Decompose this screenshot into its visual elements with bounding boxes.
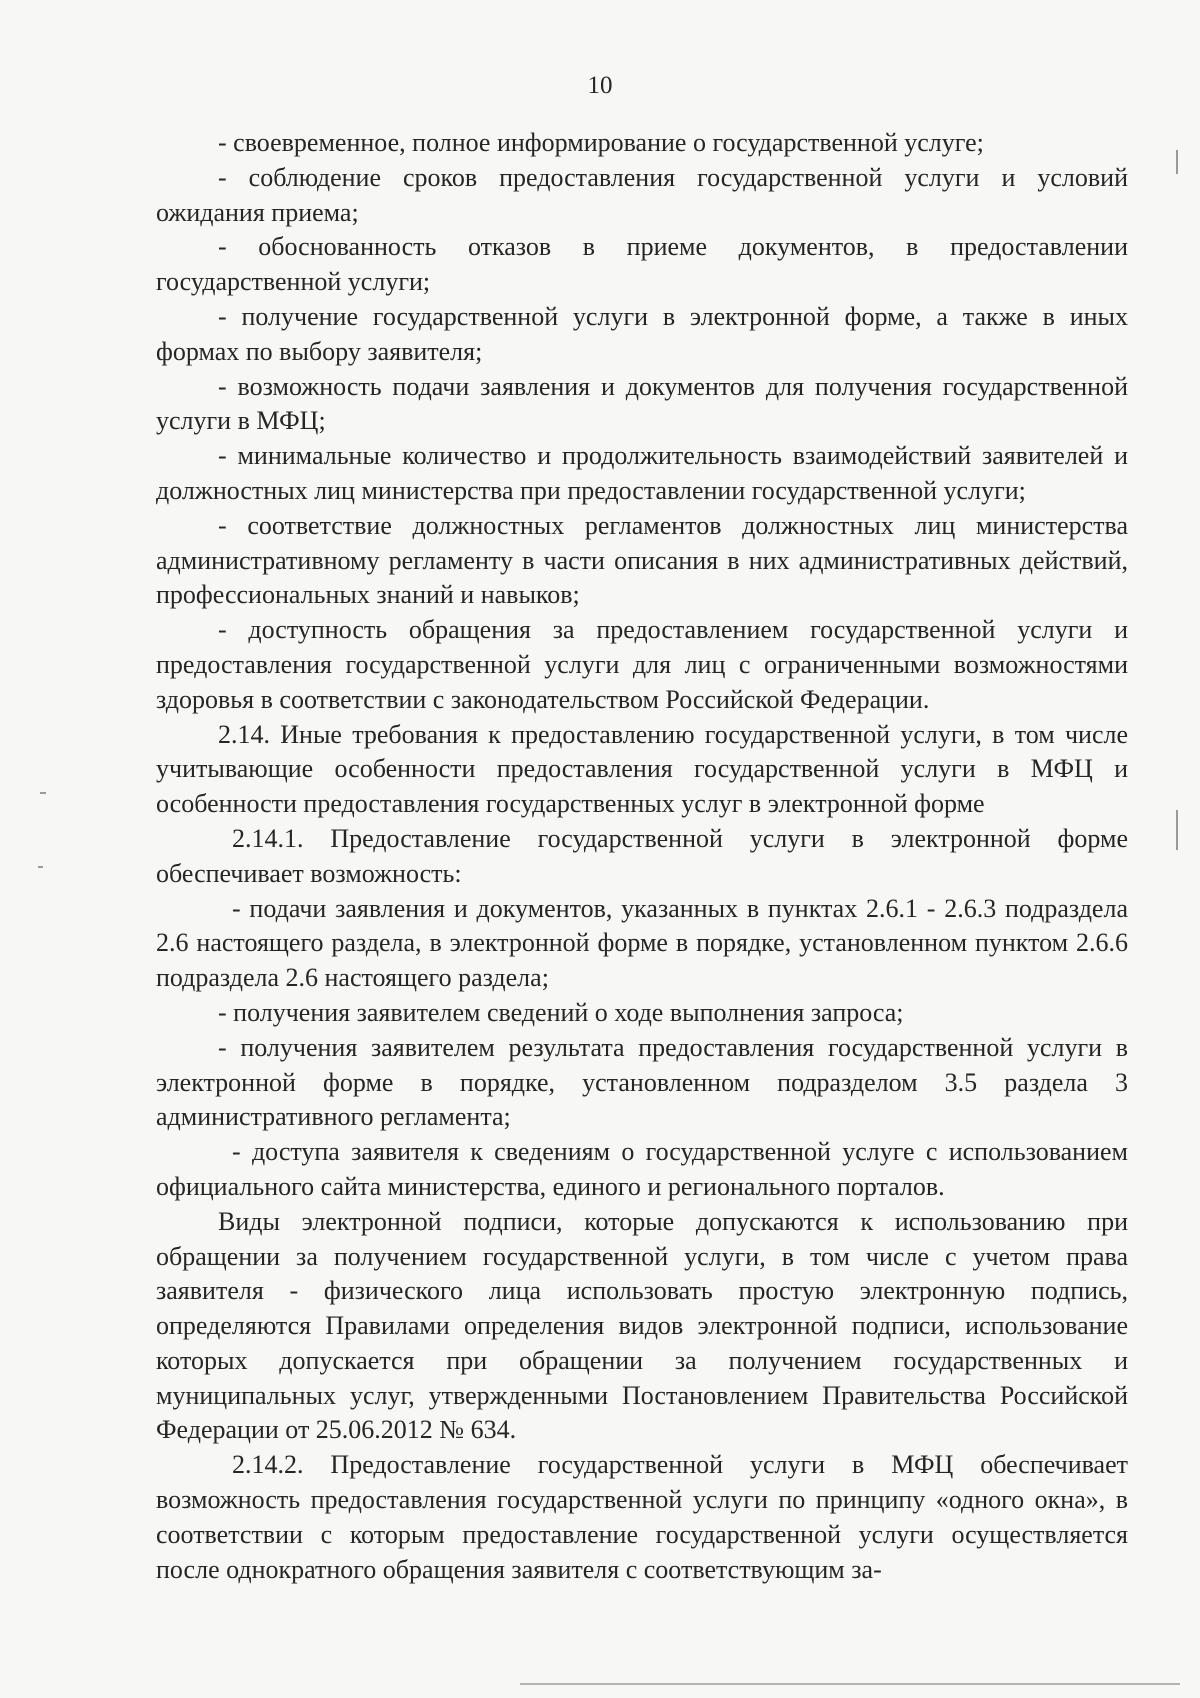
scan-dust-mark bbox=[40, 792, 46, 794]
scan-edge-mark bbox=[1176, 150, 1178, 174]
document-body bbox=[156, 126, 1128, 1587]
paragraph-mfc-submission: - возможность подачи заявления и документов для получения государственной услуги в МФЦ; bbox=[156, 371, 1128, 436]
paragraph-official-regulations: - соответствие должностных регламентов должностных лиц министерства административному регламенту в части описания в них административных действий, профессиональных знаний и навыков; bbox=[156, 510, 1128, 610]
paragraph-deadlines: - соблюдение сроков предоставления государственной услуги и условий ожидания приема; bbox=[156, 162, 1128, 227]
paragraph-submission-electronic: - подачи заявления и документов, указанных в пунктах 2.6.1 - 2.6.3 подраздела 2.6 настоящего раздела, в электронной форме в порядке, установленном пунктом 2.6.6 подраздела 2.6 настоящего раздела; bbox=[156, 893, 1128, 993]
page-number: 10 bbox=[587, 72, 613, 99]
section-2-14-heading: 2.14. Иные требования к предоставлению государственной услуги, в том числе учитывающие особенности предоставления государственной услуги в МФЦ и особенности предоставления государственных услуг в электронной форме bbox=[156, 719, 1128, 819]
paragraph-electronic-form: - получение государственной услуги в электронной форме, а также в иных формах по выбору заявителя; bbox=[156, 301, 1128, 366]
paragraph-accessibility: - доступность обращения за предоставлением государственной услуги и предоставления государственной услуги для лиц с ограниченными возможностями здоровья в соответствии с законодательством Российской Федерации. bbox=[156, 615, 1128, 714]
scan-bottom-line bbox=[520, 1683, 1180, 1685]
paragraph-timely-information: - своевременное, полное информирование о государственной услуге; bbox=[218, 128, 984, 157]
paragraph-portal-access: - доступа заявителя к сведениям о государственной услуге с использованием официального сайта министерства, единого и регионального порталов. bbox=[156, 1137, 1128, 1201]
scan-edge-mark bbox=[1176, 810, 1178, 850]
scan-dust-mark bbox=[38, 866, 43, 868]
paragraph-minimal-interactions: - минимальные количество и продолжительность взаимодействий заявителей и должностных лиц министерства при предоставлении государственной услуги; bbox=[156, 441, 1128, 505]
paragraph-refusal-justification: - обоснованность отказов в приеме документов, в предоставлении государственной услуги; bbox=[156, 232, 1128, 297]
section-2-14-2: 2.14.2. Предоставление государственной услуги в МФЦ обеспечивает возможность предоставления государственной услуги по принципу «одного окна», в соответствии с которым предоставление государственной услуги осуществляется после однократного обращения заявителя с соответствующим за- bbox=[156, 1450, 1128, 1584]
section-2-14-1: 2.14.1. Предоставление государственной услуги в электронной форме обеспечивает возможность: bbox=[156, 823, 1128, 888]
paragraph-request-status: - получения заявителем сведений о ходе выполнения запроса; bbox=[218, 997, 904, 1027]
paragraph-electronic-signature: Виды электронной подписи, которые допускаются к использованию при обращении за получением государственной услуги, в том числе с учетом права заявителя - физического лица использовать простую электронную подпись, определяются Правилами определения видов электронной подписи, использование которых допускается при обращении за получением государственных и муниципальных услуг, утвержденными Постановлением Правительства Российской Федерации от 25.06.2012 № 634. bbox=[156, 1206, 1128, 1445]
paragraph-result-electronic: - получения заявителем результата предоставления государственной услуги в электронной форме в порядке, установленном подразделом 3.5 раздела 3 административного регламента; bbox=[156, 1032, 1128, 1132]
